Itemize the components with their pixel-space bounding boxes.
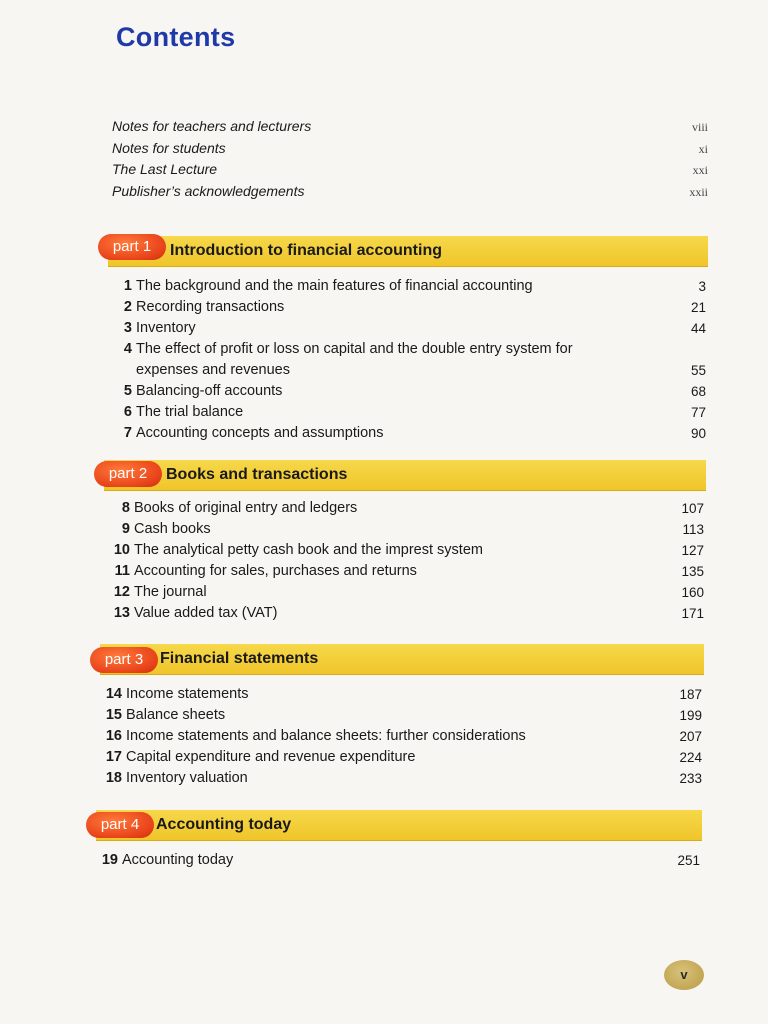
chapter-title: Accounting for sales, purchases and returns [134, 563, 417, 579]
chapter-number: 13 [113, 605, 130, 621]
chapter-number: 12 [113, 584, 130, 600]
chapter-page: 251 [677, 853, 700, 868]
prelims-list [112, 118, 708, 204]
prelim-label: The Last Lecture [112, 161, 218, 177]
chapter-title: Recording transactions [136, 299, 285, 315]
chapter-title: Income statements [126, 686, 249, 702]
chapter-number: 18 [105, 770, 122, 786]
chapter-title: Value added tax (VAT) [134, 605, 278, 621]
page-title: Contents [116, 22, 236, 52]
part-tag: part 3 [90, 647, 158, 673]
chapter-entry[interactable] [96, 850, 700, 871]
chapter-number: 3 [123, 320, 132, 336]
prelim-item[interactable] [112, 161, 708, 183]
chapter-title: Cash books [134, 521, 211, 537]
chapter-number: 9 [121, 521, 130, 537]
part-tag: part 2 [94, 461, 162, 487]
chapter-entry[interactable] [108, 540, 704, 561]
chapter-number: 7 [123, 425, 132, 441]
part-1-chapters [114, 276, 706, 444]
chapter-page: 90 [690, 426, 706, 441]
chapter-page: 55 [690, 363, 706, 378]
chapter-number: 5 [123, 383, 132, 399]
part-title: Financial statements [160, 650, 319, 667]
chapter-number: 6 [123, 404, 132, 420]
prelim-label: Notes for teachers and lecturers [112, 118, 312, 134]
chapter-page: 135 [681, 564, 704, 579]
chapter-number: 17 [105, 749, 122, 765]
chapter-page: 171 [681, 606, 704, 621]
part-title: Books and transactions [166, 466, 348, 483]
prelim-item[interactable] [112, 140, 708, 162]
chapter-page: 107 [681, 501, 704, 516]
chapter-title: Income statements and balance sheets: further considerations [126, 728, 526, 744]
chapter-title: The background and the main features of financial accounting [136, 278, 533, 294]
part-tag: part 1 [98, 234, 166, 260]
part-2-chapters [108, 498, 704, 624]
chapter-number: 14 [105, 686, 122, 702]
chapter-title: The journal [134, 584, 207, 600]
chapter-title: The effect of profit or loss on capital and the double entry system for expenses and revenues [136, 341, 573, 378]
chapter-number: 19 [101, 852, 118, 868]
chapter-page: 77 [690, 405, 706, 420]
chapter-entry[interactable] [114, 402, 706, 423]
chapter-title: Accounting concepts and assumptions [136, 425, 384, 441]
chapter-entry[interactable] [114, 276, 706, 297]
prelim-item[interactable] [112, 118, 708, 140]
chapter-page: 3 [698, 279, 706, 294]
page-number-badge: v [664, 960, 704, 990]
chapter-entry[interactable] [100, 747, 702, 768]
chapter-entry[interactable] [114, 339, 706, 381]
chapter-page: 224 [679, 750, 702, 765]
chapter-number: 16 [105, 728, 122, 744]
chapter-number: 11 [114, 563, 130, 579]
part-tag: part 4 [86, 812, 154, 838]
chapter-number: 8 [121, 500, 130, 516]
chapter-entry[interactable] [108, 582, 704, 603]
chapter-page: 233 [679, 771, 702, 786]
prelim-label: Publisher’s acknowledgements [112, 182, 305, 199]
chapter-entry[interactable] [108, 519, 704, 540]
chapter-page: 207 [679, 729, 702, 744]
chapter-entry[interactable] [114, 318, 706, 339]
chapter-number: 2 [123, 299, 132, 315]
prelim-label: Notes for students [112, 139, 226, 156]
chapter-entry[interactable] [100, 705, 702, 726]
chapter-title: Accounting today [122, 852, 234, 868]
chapter-title: Inventory valuation [126, 770, 248, 786]
prelim-item[interactable] [112, 183, 708, 205]
prelim-page: xxi [692, 163, 708, 177]
part-title: Accounting today [156, 816, 292, 833]
chapter-entry[interactable] [114, 423, 706, 444]
chapter-entry[interactable] [100, 726, 702, 747]
part-3-chapters [100, 684, 702, 789]
chapter-number: 15 [105, 707, 122, 723]
chapter-page: 187 [679, 687, 702, 702]
chapter-entry[interactable] [108, 561, 704, 582]
chapter-title: The analytical petty cash book and the imprest system [134, 542, 483, 558]
chapter-entry[interactable] [114, 381, 706, 402]
chapter-page: 160 [681, 585, 704, 600]
chapter-entry[interactable] [100, 684, 702, 705]
chapter-title: The trial balance [136, 404, 244, 420]
chapter-number: 10 [113, 542, 130, 558]
prelim-page: xi [698, 141, 708, 156]
prelim-page: viii [691, 120, 708, 134]
chapter-page: 44 [690, 321, 706, 336]
chapter-title: Balance sheets [126, 707, 226, 723]
chapter-title: Inventory [136, 320, 196, 336]
chapter-number: 4 [123, 341, 132, 357]
part-title: Introduction to financial accounting [170, 242, 442, 259]
chapter-title: Balancing-off accounts [136, 383, 283, 399]
chapter-entry[interactable] [114, 297, 706, 318]
chapter-page: 21 [690, 300, 706, 315]
chapter-page: 127 [681, 543, 704, 558]
chapter-entry[interactable] [108, 498, 704, 519]
chapter-title: Capital expenditure and revenue expenditure [126, 749, 416, 765]
chapter-title: Books of original entry and ledgers [134, 500, 358, 516]
chapter-page: 68 [690, 384, 706, 399]
chapter-entry[interactable] [100, 768, 702, 789]
chapter-page: 113 [682, 522, 704, 537]
prelim-page: xxii [689, 184, 708, 199]
chapter-number: 1 [123, 278, 132, 294]
chapter-entry[interactable] [108, 603, 704, 624]
part-4-chapters [96, 850, 700, 871]
chapter-page: 199 [679, 708, 702, 723]
